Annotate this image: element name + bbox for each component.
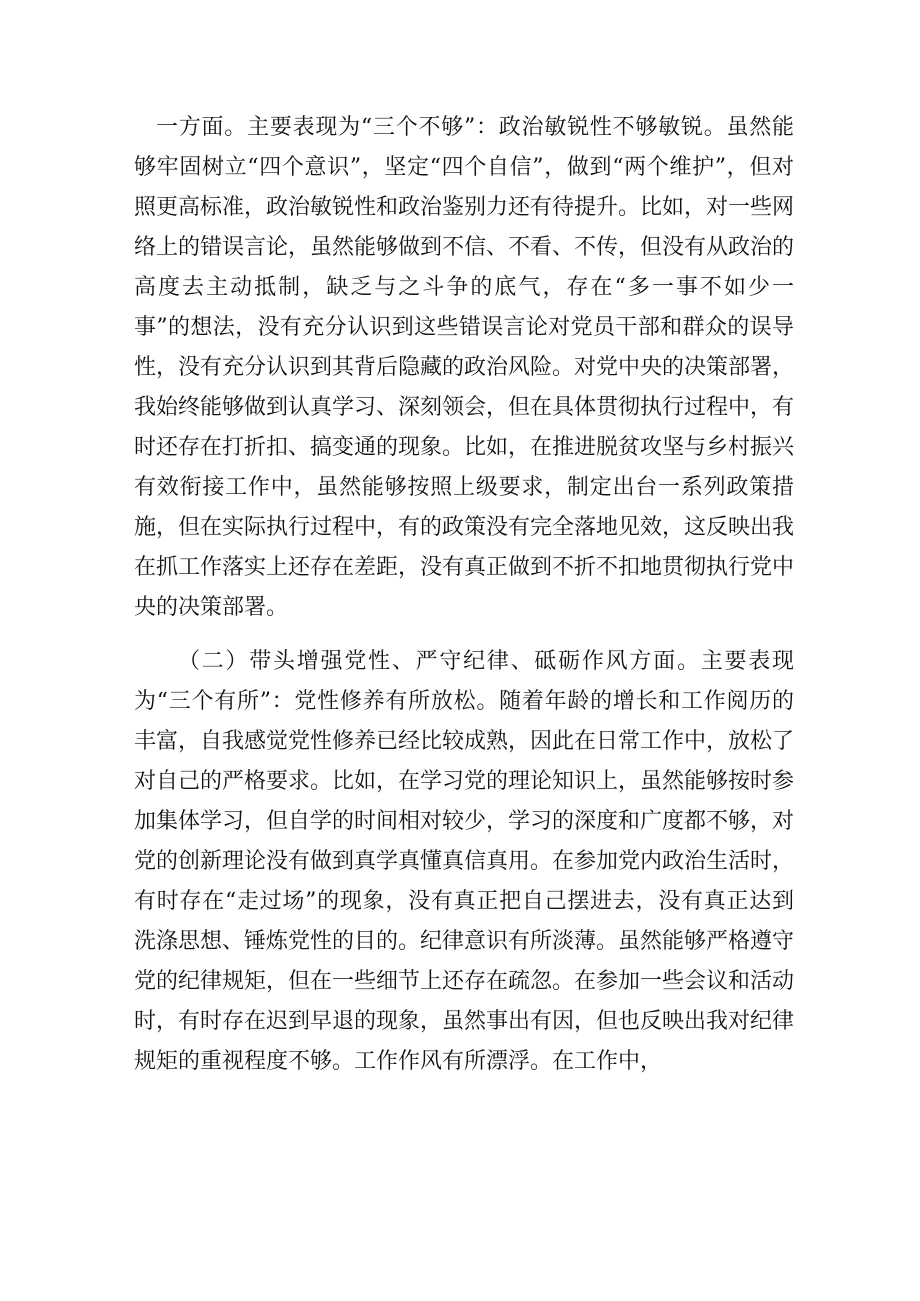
paragraph-party-discipline: （二）带头增强党性、严守纪律、砥砺作风方面。主要表现为“三个有所”：党性修养有所放松。随着年龄的增长和工作阅历的丰富，自我感觉党性修养已经比较成熟，因此在日常工作中，放松了对自己的严格要求。比如，在学习党的理论知识上，虽然能够按时参加集体学习，但自学的时间相对较少，学习的深度和广度都不够，对党的创新理论没有做到真学真懂真信真用。在参加党内政治生活时，有时存在“走过场”的现象，没有真正把自己摆进去，没有真正达到洗涤思想、锤炼党性的目的。纪律意识有所淡薄。虽然能够严格遵守党的纪律规矩，但在一些细节上还存在疏忽。在参加一些会议和活动时，有时存在迟到早退的现象，虽然事出有因，但也反映出我对纪律规矩的重视程度不够。工作作风有所漂浮。在工作中，	[134, 649, 795, 1074]
body-text	[134, 108, 794, 1082]
paragraph-political-awareness: 一方面。主要表现为“三个不够”：政治敏锐性不够敏锐。虽然能够牢固树立“四个意识”，坚定“四个自信”，做到“两个维护”，但对照更高标准，政治敏锐性和政治鉴别力还有待提升。比如，对一些网络上的错误言论，虽然能够做到不信、不看、不传，但没有从政治的高度去主动抵制，缺乏与之斗争的底气，存在“多一事不如少一事”的想法，没有充分认识到这些错误言论对党员干部和群众的误导性，没有充分认识到其背后隐藏的政治风险。对党中央的决策部署，我始终能够做到认真学习、深刻领会，但在具体贯彻执行过程中，有时还存在打折扣、搞变通的现象。比如，在推进脱贫攻坚与乡村振兴有效衔接工作中，虽然能够按照上级要求，制定出台一系列政策措施，但在实际执行过程中，有的政策没有完全落地见效，这反映出我在抓工作落实上还存在差距，没有真正做到不折不扣地贯彻执行党中央的决策部署。	[134, 115, 795, 620]
